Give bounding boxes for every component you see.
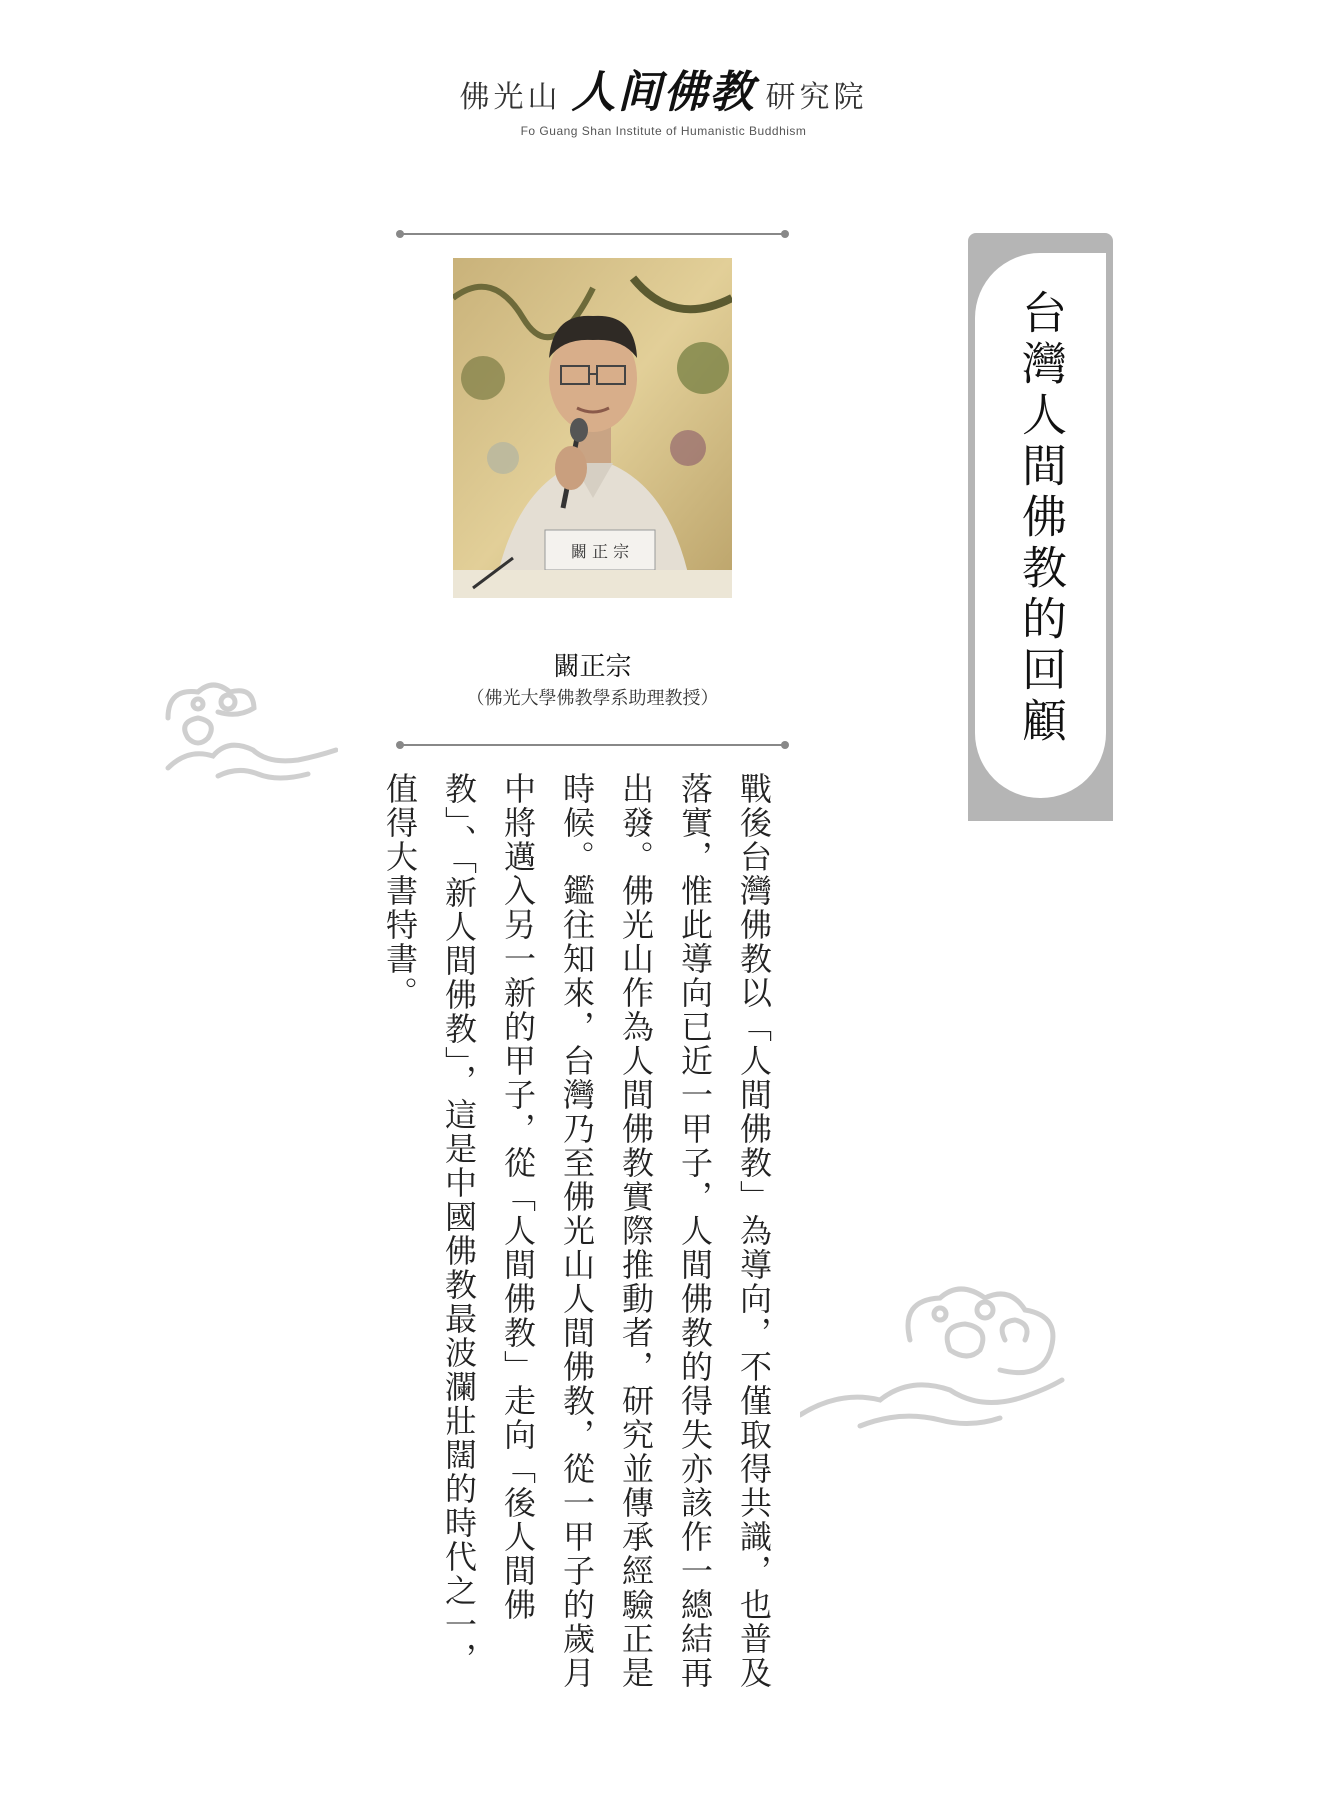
- author-photo: [453, 258, 732, 598]
- title-tab-inner: [975, 253, 1106, 798]
- article-title-tab: [968, 233, 1113, 821]
- institute-name-part1: 佛光山: [459, 80, 562, 115]
- cloud-ornament-left: [158, 678, 338, 788]
- author-name: 闞正宗: [553, 652, 632, 682]
- institute-name-calligraphy: 人间佛教: [571, 67, 756, 118]
- page-header: [0, 56, 1327, 138]
- article-body: 戰後台灣佛教以「人間佛教」為導向，不僅取得共識，也普及落實，惟此導向已近一甲子，人間佛教的得失亦該作一總結再出發。佛光山作為人間佛教實際推動者，研究並傳承經驗正是時候。鑑往知來，台灣乃至佛光山人間佛教，從一甲子的歲月中將邁入另一新的甲子，從「人間佛教」走向「後人間佛教」、「新人間佛教」，這是中國佛教最波瀾壯闊的時代之一，值得大書特書。: [381, 772, 773, 1690]
- institute-english-name: Fo Guang Shan Institute of Humanistic Buddhism: [520, 124, 807, 138]
- institute-name-part3: 研究院: [765, 80, 868, 115]
- cloud-ornament-right: [800, 1280, 1070, 1430]
- author-photo-illustration: [453, 258, 732, 598]
- top-divider: [400, 233, 785, 235]
- bottom-divider: [400, 744, 785, 746]
- article-title: 台灣人間佛教的回顧: [1014, 289, 1067, 748]
- author-affiliation: （佛光大學佛教學系助理教授）: [466, 688, 719, 709]
- name-plate-text: 闞 正 宗: [570, 542, 630, 561]
- institute-logo: [460, 56, 868, 120]
